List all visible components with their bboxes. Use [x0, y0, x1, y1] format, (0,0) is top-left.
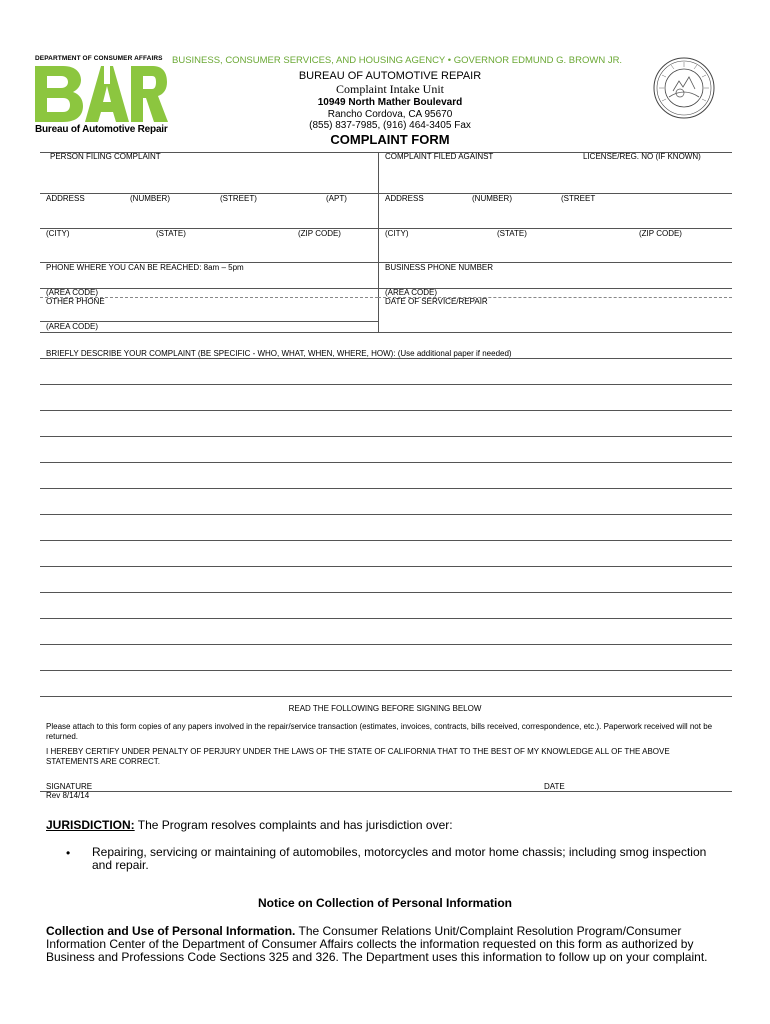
signature-line[interactable] [40, 791, 732, 792]
left-area-code-2-label: (AREA CODE) [46, 322, 99, 331]
left-street-label: (STREET) [220, 194, 257, 203]
agency-line: BUSINESS, CONSUMER SERVICES, AND HOUSING AGENCY • GOVERNOR EDMUND G. BROWN JR. [172, 55, 623, 66]
california-state-seal-icon [653, 57, 715, 119]
left-apt-label: (APT) [326, 194, 347, 203]
form-center-divider [378, 152, 379, 332]
describe-line[interactable] [40, 618, 732, 619]
signature-label: SIGNATURE [46, 782, 93, 791]
other-phone-rule [40, 297, 378, 298]
license-label: LICENSE/REG. NO (IF KNOWN) [583, 152, 701, 161]
date-label: DATE [544, 782, 565, 791]
describe-line[interactable] [40, 488, 732, 489]
street-address: 10949 North Mather Boulevard [317, 97, 463, 108]
describe-line[interactable] [40, 462, 732, 463]
jurisdiction-title: JURISDICTION: [46, 818, 135, 832]
date-service-field[interactable] [378, 332, 732, 333]
left-area-code-label: (AREA CODE) [46, 288, 99, 297]
left-number-label: (NUMBER) [130, 194, 170, 203]
describe-line[interactable] [40, 696, 732, 697]
describe-line[interactable] [40, 644, 732, 645]
left-bottom-rule [40, 332, 378, 333]
describe-line[interactable] [40, 410, 732, 411]
filed-against-label: COMPLAINT FILED AGAINST [385, 152, 494, 161]
bar-logo-icon [33, 64, 168, 124]
certify-text: I HEREBY CERTIFY UNDER PENALTY OF PERJURY UNDER THE LAWS OF THE STATE OF CALIFORNIA THAT TO THE BEST OF MY KNOWLEDGE ALL OF THE ABOVE STATEMENTS ARE CORRECT. [46, 747, 670, 766]
page-title: COMPLAINT FORM [330, 132, 450, 147]
right-zip-label: (ZIP CODE) [639, 229, 682, 238]
bureau-name: BUREAU OF AUTOMOTIVE REPAIR [298, 70, 482, 82]
describe-complaint-label: BRIEFLY DESCRIBE YOUR COMPLAINT (BE SPECIFIC - WHO, WHAT, WHEN, WHERE, HOW): (Use additional paper if needed) [46, 349, 512, 358]
describe-line[interactable] [40, 514, 732, 515]
logo-department-text: DEPARTMENT OF CONSUMER AFFAIRS [35, 55, 163, 62]
date-service-label: DATE OF SERVICE/REPAIR [385, 297, 488, 306]
read-before-signing: READ THE FOLLOWING BEFORE SIGNING BELOW [288, 704, 482, 713]
right-number-label: (NUMBER) [472, 194, 512, 203]
attach-papers-text: Please attach to this form copies of any papers involved in the repair/service transaction (estimates, invoices, contracts, bills received, correspondence, etc.). Paperwork received will not be returned. [46, 722, 713, 741]
logo-bureau-text: Bureau of Automotive Repair [35, 124, 168, 135]
phone-fax: (855) 837-7985, (916) 464-3405 Fax [309, 120, 471, 131]
filed-against-field[interactable] [378, 193, 732, 194]
collection-text: The Consumer Relations Unit/Complaint Resolution Program/Consumer Information Center of the Department of Consumer Affairs collects the information requested on this form as authorized by Business and Professions Code Sections 325 and 326. The Department uses this information to follow up on your complaint. [46, 924, 708, 964]
revision-label: Rev 8/14/14 [46, 791, 90, 800]
describe-line[interactable] [40, 436, 732, 437]
left-zip-label: (ZIP CODE) [298, 229, 341, 238]
business-phone-label: BUSINESS PHONE NUMBER [385, 263, 494, 272]
collection-paragraph [46, 925, 718, 964]
left-city-label: (CITY) [46, 229, 70, 238]
jurisdiction-heading [46, 818, 453, 832]
describe-line[interactable] [40, 384, 732, 385]
right-city-label: (CITY) [385, 229, 409, 238]
jurisdiction-text: The Program resolves complaints and has jurisdiction over: [134, 818, 453, 832]
describe-line[interactable] [40, 670, 732, 671]
describe-line[interactable] [40, 358, 732, 359]
left-state-label: (STATE) [156, 229, 186, 238]
person-filing-label: PERSON FILING COMPLAINT [50, 152, 161, 161]
right-area-code-label: (AREA CODE) [385, 288, 438, 297]
city-address: Rancho Cordova, CA 95670 [327, 109, 453, 120]
describe-line[interactable] [40, 566, 732, 567]
right-street-label: (STREET [561, 194, 596, 203]
describe-line[interactable] [40, 592, 732, 593]
bullet-icon: • [66, 846, 71, 860]
unit-name: Complaint Intake Unit [336, 82, 444, 96]
describe-line[interactable] [40, 540, 732, 541]
right-state-label: (STATE) [497, 229, 527, 238]
right-address-label: ADDRESS [385, 194, 424, 203]
phone-reach-label: PHONE WHERE YOU CAN BE REACHED: 8am – 5pm [46, 263, 244, 272]
left-address-label: ADDRESS [46, 194, 85, 203]
date-service-rule [378, 297, 732, 298]
other-phone-label: OTHER PHONE [46, 297, 105, 306]
jurisdiction-item: Repairing, servicing or maintaining of automobiles, motorcycles and motor home chassis; including smog inspection and repair. [92, 845, 707, 872]
collection-title: Collection and Use of Personal Information. [46, 924, 296, 938]
notice-title: Notice on Collection of Personal Information [257, 896, 512, 910]
